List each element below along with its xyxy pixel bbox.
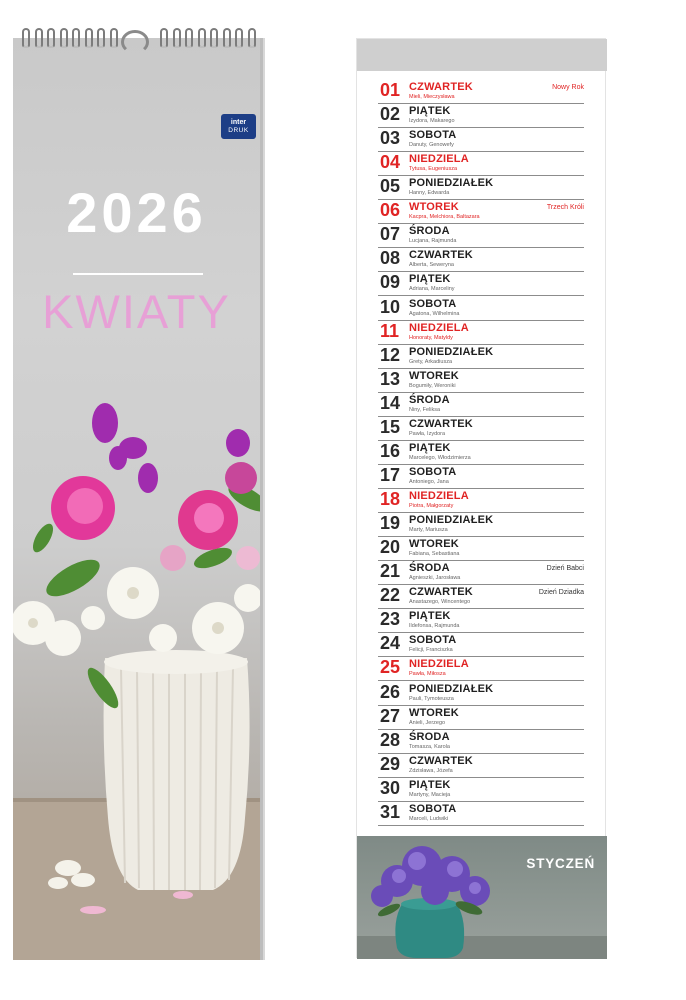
calendar-cover xyxy=(13,38,260,960)
weekday-name: PIĄTEK xyxy=(409,610,451,623)
day-row xyxy=(378,488,584,513)
name-day: Ildefonsa, Rajmunda xyxy=(409,623,460,630)
logo-line-2: DRUK xyxy=(228,126,249,134)
name-day: Felicji, Franciszka xyxy=(409,647,453,654)
name-day: Zdzisława, Józefa xyxy=(409,767,453,774)
day-row xyxy=(378,584,584,609)
month-page xyxy=(356,38,606,958)
weekday-name: WTOREK xyxy=(409,538,459,551)
weekday-name: SOBOTA xyxy=(409,802,457,815)
weekday-name: PIĄTEK xyxy=(409,441,451,454)
holiday-label: Dzień Dziadka xyxy=(538,589,584,597)
day-number: 29 xyxy=(380,753,401,774)
day-number: 07 xyxy=(380,224,401,245)
day-row xyxy=(378,271,584,296)
holiday-label: Nowy Rok xyxy=(552,84,584,91)
day-row xyxy=(378,151,584,176)
weekday-name: SOBOTA xyxy=(409,465,457,478)
weekday-name: PONIEDZIAŁEK xyxy=(409,514,494,527)
weekday-name: ŚRODA xyxy=(409,562,450,575)
day-row xyxy=(378,705,584,730)
weekday-name: PIĄTEK xyxy=(409,105,451,118)
day-number: 14 xyxy=(380,392,401,413)
holiday-label: Dzień Babci xyxy=(546,565,584,573)
day-number: 18 xyxy=(380,489,401,510)
name-day: Bogumiły, Weroniki xyxy=(409,382,456,389)
weekday-name: NIEDZIELA xyxy=(409,153,469,166)
name-day: Agatona, Wilhelmina xyxy=(409,310,460,317)
day-row xyxy=(378,777,584,802)
weekday-name: PIĄTEK xyxy=(409,273,451,286)
day-number: 27 xyxy=(380,705,401,726)
day-row xyxy=(378,416,584,441)
day-row xyxy=(378,560,584,585)
name-day: Piotra, Małgorzaty xyxy=(409,503,454,510)
day-number: 28 xyxy=(380,729,401,750)
logo-line-1: inter xyxy=(230,118,247,126)
weekday-name: CZWARTEK xyxy=(409,81,473,93)
weekday-name: WTOREK xyxy=(409,201,459,214)
day-row xyxy=(378,320,584,345)
day-row xyxy=(378,536,584,561)
day-number: 20 xyxy=(380,537,401,558)
hanger-hook xyxy=(121,30,149,54)
day-number: 03 xyxy=(380,128,401,149)
day-number: 19 xyxy=(380,513,401,534)
name-day: Izydora, Makarego xyxy=(409,118,455,125)
day-row xyxy=(378,368,584,393)
name-day: Niny, Feliksa xyxy=(409,406,441,413)
day-number: 06 xyxy=(380,200,401,221)
name-day: Alberta, Seweryna xyxy=(409,262,454,269)
day-number: 31 xyxy=(380,801,401,822)
day-number: 22 xyxy=(380,585,401,606)
weekday-name: PONIEDZIAŁEK xyxy=(409,682,494,695)
day-row xyxy=(378,464,584,489)
weekday-name: ŚRODA xyxy=(409,393,450,406)
weekday-name: PONIEDZIAŁEK xyxy=(409,345,494,358)
name-day: Honoraty, Matyldy xyxy=(409,334,453,341)
day-row xyxy=(378,753,584,778)
day-number: 17 xyxy=(380,464,401,485)
day-row xyxy=(378,512,584,537)
day-row xyxy=(378,681,584,706)
name-day: Antoniego, Jana xyxy=(409,478,449,485)
day-row xyxy=(378,127,584,152)
name-day: Mieli, Mieczysława xyxy=(409,94,455,100)
name-day: Anastazego, Wincentego xyxy=(409,599,471,606)
day-row xyxy=(378,223,584,248)
name-day: Tytusa, Eugeniusza xyxy=(409,166,458,173)
day-number: 30 xyxy=(380,777,401,798)
interdruk-logo xyxy=(221,114,256,139)
day-row xyxy=(378,440,584,465)
name-day: Tomasza, Karola xyxy=(409,743,450,750)
name-day: Marceli, Ludwiki xyxy=(409,815,449,822)
day-row xyxy=(378,608,584,633)
day-number: 11 xyxy=(380,320,400,341)
weekday-name: PIĄTEK xyxy=(409,778,451,791)
lilac-vase-illustration xyxy=(357,836,607,959)
day-row xyxy=(378,656,584,681)
cover-year: 2026 xyxy=(66,181,207,244)
name-day: Danuty, Genowefy xyxy=(409,142,454,149)
day-number: 15 xyxy=(380,416,401,437)
day-number: 01 xyxy=(380,80,401,100)
name-day: Pawła, Izydora xyxy=(409,430,446,437)
name-day: Marcelego, Włodzimierza xyxy=(409,454,471,461)
name-day: Fabiana, Sebastiana xyxy=(409,551,460,558)
name-day: Adriana, Marceliny xyxy=(409,286,455,293)
weekday-name: CZWARTEK xyxy=(409,417,473,430)
weekday-name: WTOREK xyxy=(409,706,459,719)
weekday-name: WTOREK xyxy=(409,369,459,382)
day-number: 05 xyxy=(380,176,401,197)
name-day: Grety, Arkadiusza xyxy=(409,358,452,365)
cover-divider xyxy=(73,273,203,275)
name-day: Pauli, Tymoteusza xyxy=(409,695,454,702)
day-number: 09 xyxy=(380,272,401,293)
day-row xyxy=(378,632,584,657)
day-row xyxy=(378,79,584,104)
weekday-name: ŚRODA xyxy=(409,225,450,238)
weekday-name: SOBOTA xyxy=(409,634,457,647)
page-top-band xyxy=(357,39,607,71)
name-day: Kacpra, Melchiora, Baltazara xyxy=(409,214,480,221)
cover-page-edge xyxy=(260,44,265,958)
day-row xyxy=(378,175,584,200)
day-number: 23 xyxy=(380,609,401,630)
weekday-name: NIEDZIELA xyxy=(409,658,469,671)
name-day: Pawła, Miłosza xyxy=(409,671,446,678)
weekday-name: NIEDZIELA xyxy=(409,321,469,334)
day-row xyxy=(378,199,584,224)
weekday-name: CZWARTEK xyxy=(409,586,473,599)
day-number: 21 xyxy=(380,561,401,582)
name-day: Marty, Mariusza xyxy=(409,527,448,534)
day-number: 13 xyxy=(380,368,401,389)
day-number: 10 xyxy=(380,296,401,317)
day-row xyxy=(378,729,584,754)
day-row xyxy=(378,103,584,128)
day-row xyxy=(378,296,584,321)
day-number: 04 xyxy=(380,152,401,173)
name-day: Lucjana, Rajmunda xyxy=(409,238,457,245)
spiral-binding-left xyxy=(22,28,118,50)
day-number: 16 xyxy=(380,440,401,461)
weekday-name: CZWARTEK xyxy=(409,754,473,767)
weekday-name: PONIEDZIAŁEK xyxy=(409,177,494,190)
name-day: Martyny, Macieja xyxy=(409,791,451,798)
weekday-name: ŚRODA xyxy=(409,730,450,743)
day-row xyxy=(378,801,584,826)
name-day: Agnieszki, Jarosława xyxy=(409,575,461,582)
day-number: 26 xyxy=(380,681,401,702)
day-row xyxy=(378,247,584,272)
cover-title: KWIATY xyxy=(42,285,231,338)
day-number: 02 xyxy=(380,104,401,125)
month-photo xyxy=(357,836,607,959)
day-number: 25 xyxy=(380,657,401,678)
day-number: 12 xyxy=(380,344,401,365)
day-row xyxy=(378,344,584,369)
name-day: Anieli, Jerzego xyxy=(409,719,446,726)
weekday-name: CZWARTEK xyxy=(409,249,473,262)
weekday-name: SOBOTA xyxy=(409,129,457,142)
flower-vase-photo xyxy=(13,38,260,960)
holiday-label: Trzech Króli xyxy=(546,204,584,212)
spiral-binding-right xyxy=(160,28,256,50)
day-number: 24 xyxy=(380,633,401,654)
day-row xyxy=(378,392,584,417)
weekday-name: SOBOTA xyxy=(409,297,457,310)
day-number: 08 xyxy=(380,248,401,269)
name-day: Hanny, Edwarda xyxy=(409,190,450,197)
month-name: STYCZEŃ xyxy=(526,856,595,871)
weekday-name: NIEDZIELA xyxy=(409,490,469,503)
